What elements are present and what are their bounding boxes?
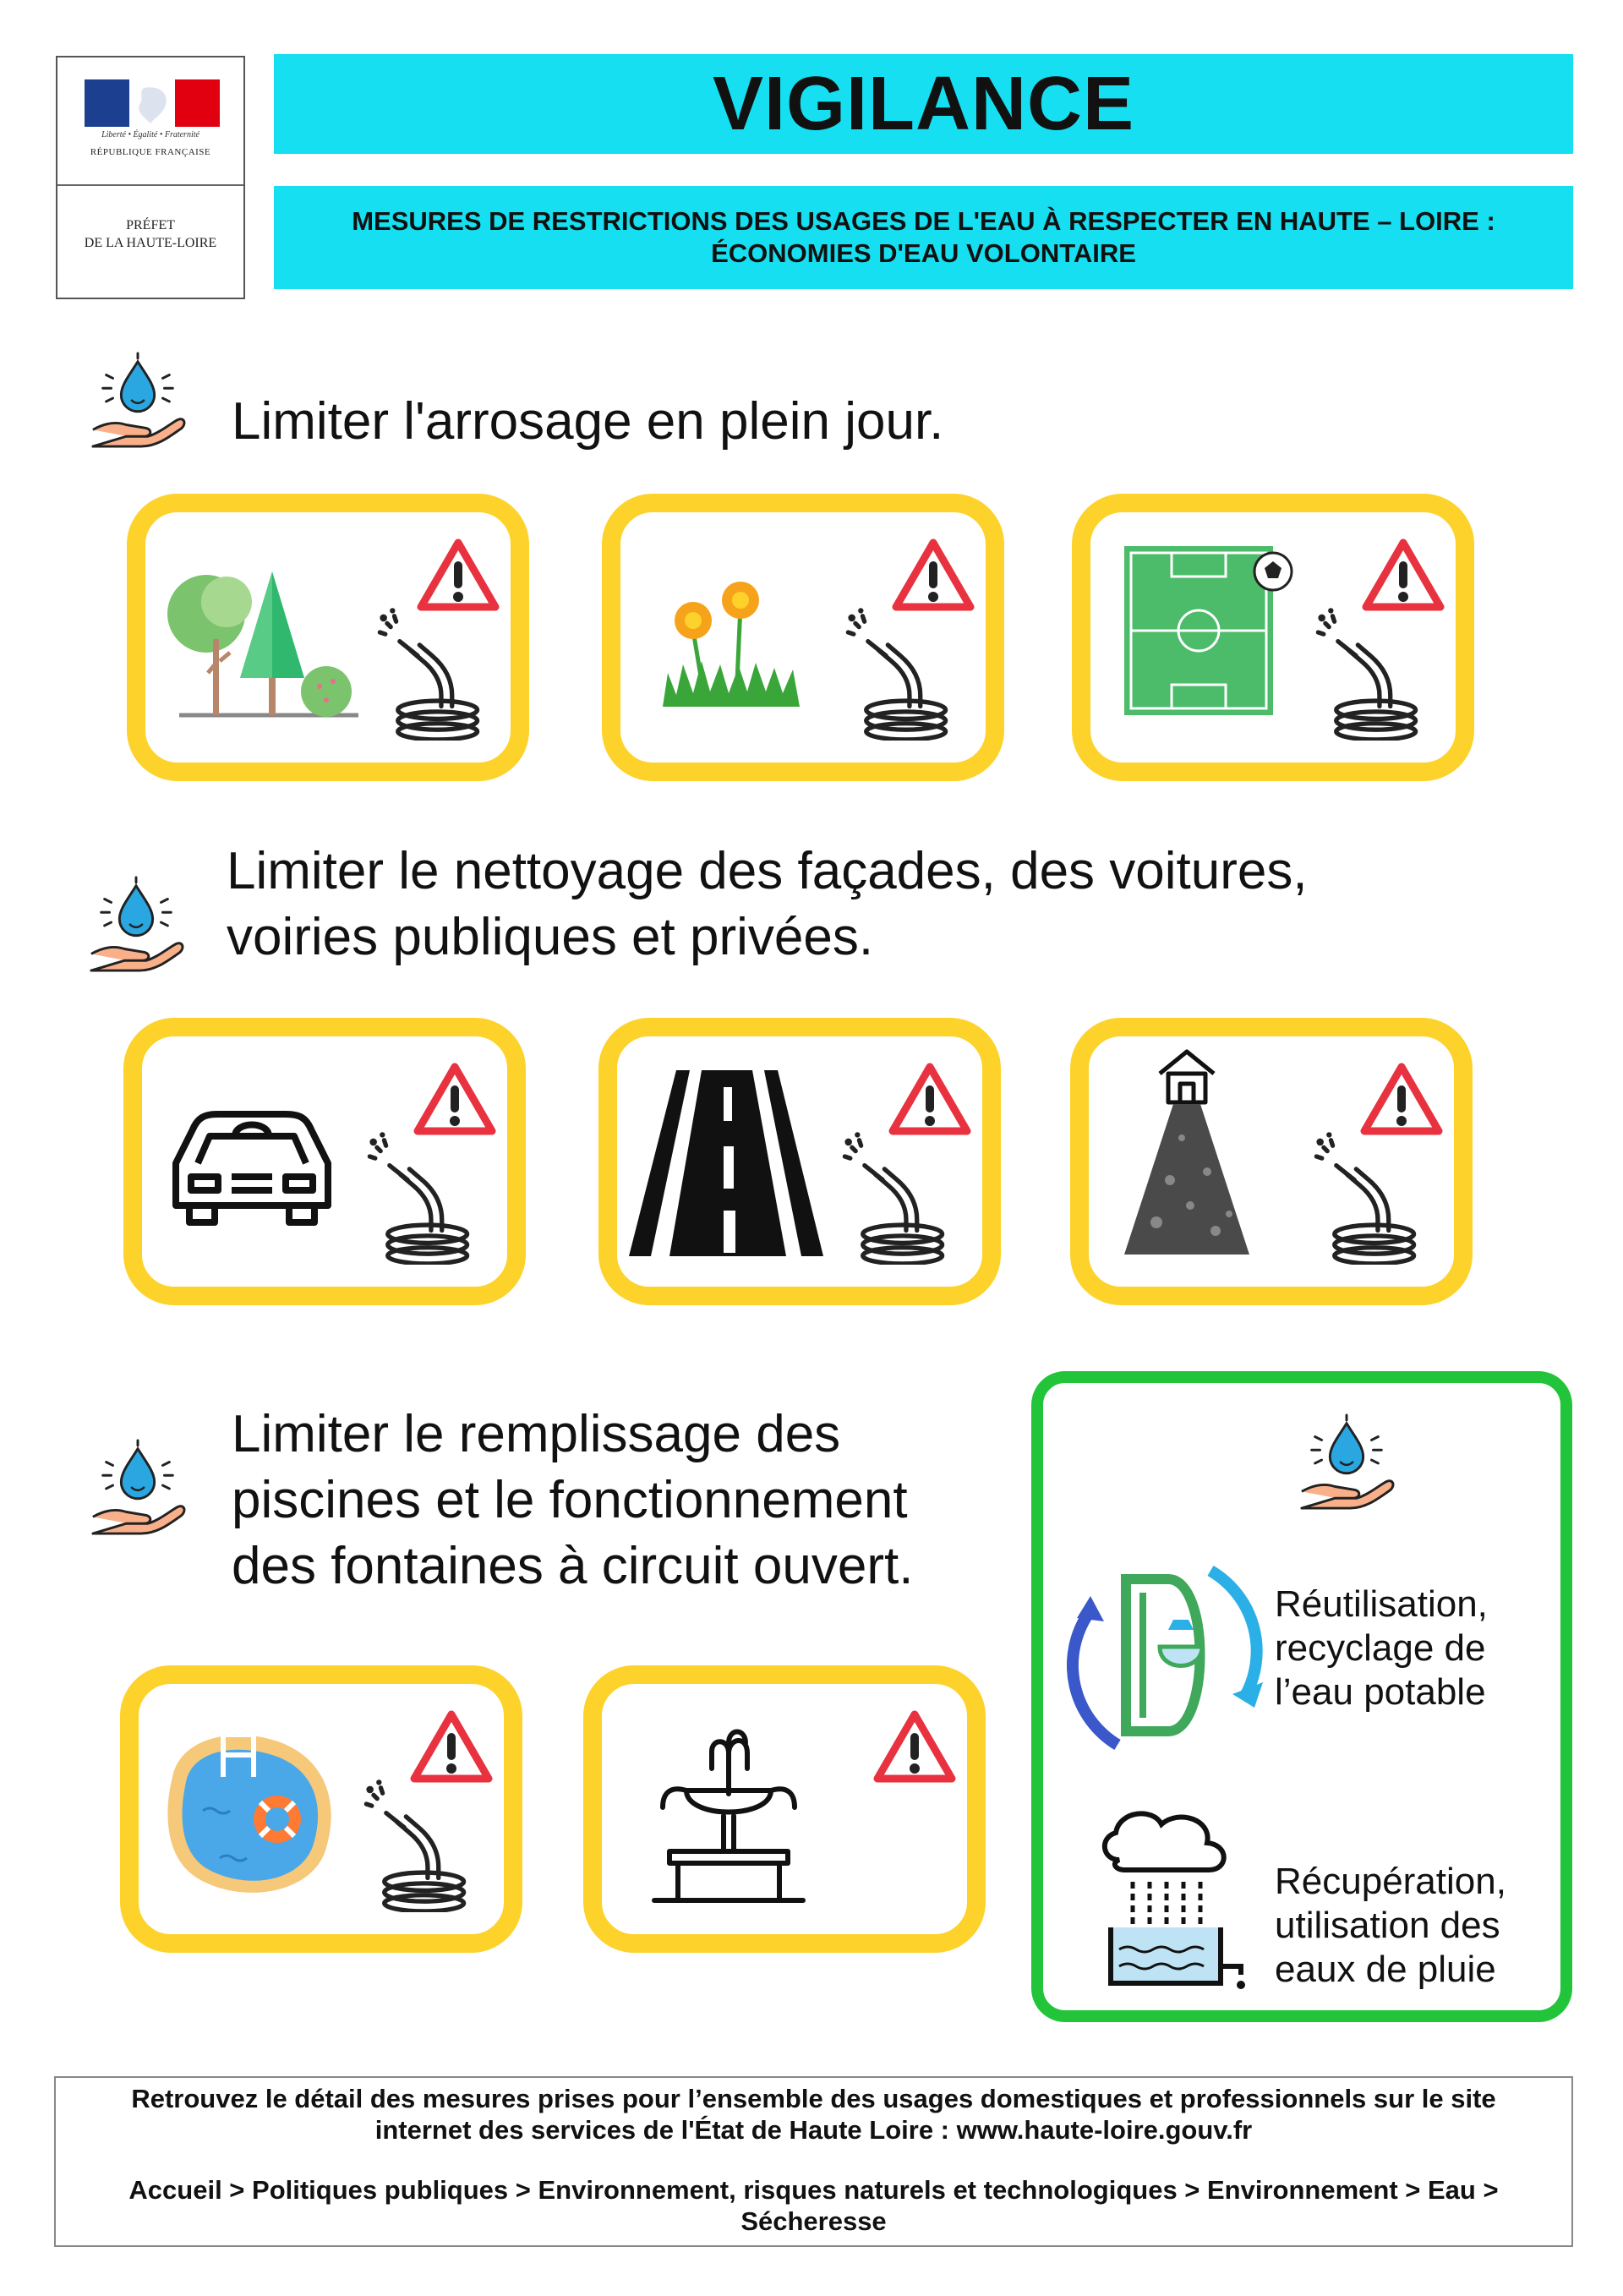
section-3-line-3: des fontaines à circuit ouvert.: [232, 1537, 914, 1595]
footer-info-box: [54, 2076, 1573, 2247]
fountain-card: [583, 1665, 986, 1953]
marianne-flag-icon: [85, 79, 220, 127]
section-3-line-2: piscines et le fonctionnement: [232, 1471, 908, 1529]
tip-2-text: [1275, 1860, 1506, 1992]
trees-watering-icon: [145, 512, 511, 763]
tip-1-line-2: recyclage de: [1275, 1627, 1486, 1669]
hand-drop-icon: [1297, 1412, 1396, 1512]
section-2-line-2: voiries publiques et privées.: [227, 908, 874, 966]
tip-2-line-2: utilisation des: [1275, 1905, 1500, 1946]
prefet-line-2: DE LA HAUTE-LOIRE: [84, 236, 217, 250]
section-3-line-1: Limiter le remplissage des: [232, 1405, 841, 1463]
section-2-line-1: Limiter le nettoyage des façades, des voitures,: [227, 842, 1308, 900]
hand-drop-icon: [86, 874, 186, 974]
republique-francaise-label: RÉPUBLIQUE FRANÇAISE: [90, 147, 211, 157]
subtitle-line-2: ÉCONOMIES D'EAU VOLONTAIRE: [711, 238, 1136, 268]
water-recycling-icon: [1067, 1545, 1266, 1765]
subtitle-banner: [274, 186, 1573, 289]
tip-1-line-1: Réutilisation,: [1275, 1583, 1488, 1625]
page-title: VIGILANCE: [712, 61, 1135, 146]
tip-1-line-3: l’eau potable: [1275, 1671, 1486, 1713]
hand-drop-icon: [88, 350, 188, 450]
private-path-washing-icon: [1089, 1036, 1454, 1287]
trees-watering-card: [127, 494, 529, 781]
hand-drop-icon: [88, 1437, 188, 1537]
prefecture-logo: [56, 56, 245, 299]
private-path-washing-card: [1070, 1018, 1473, 1305]
prefet-label: [57, 216, 243, 252]
section-3-text: [232, 1402, 913, 1599]
title-banner: [274, 54, 1573, 154]
section-1-line-1: Limiter l'arrosage en plein jour.: [232, 392, 944, 451]
water-saving-tips-box: [1031, 1371, 1572, 2022]
road-washing-card: [598, 1018, 1001, 1305]
football-field-watering-card: [1072, 494, 1474, 781]
pool-filling-card: [120, 1665, 522, 1953]
prefet-line-1: PRÉFET: [126, 218, 175, 232]
footer-line-2: internet des services de l'État de Haute Loire : www.haute-loire.gouv.fr: [374, 2115, 1253, 2145]
section-1-text: [232, 389, 943, 455]
football-field-watering-icon: [1090, 512, 1456, 763]
footer-breadcrumb-line-1: Accueil > Politiques publiques > Environnement, risques naturels et technologiques > Environnement > Eau >: [128, 2175, 1499, 2205]
car-washing-icon: [142, 1036, 507, 1287]
pool-filling-icon: [139, 1684, 504, 1934]
road-washing-icon: [617, 1036, 982, 1287]
footer-line-1: Retrouvez le détail des mesures prises pour l’ensemble des usages domestiques et professionnels sur le site: [131, 2084, 1496, 2113]
car-washing-card: [123, 1018, 526, 1305]
subtitle-line-1: MESURES DE RESTRICTIONS DES USAGES DE L'EAU À RESPECTER EN HAUTE – LOIRE :: [352, 206, 1495, 236]
logo-divider: [57, 184, 243, 186]
tip-1-text: [1275, 1583, 1488, 1714]
tip-2-line-3: eaux de pluie: [1275, 1949, 1496, 1990]
fountain-icon: [602, 1684, 967, 1934]
rain-collection-icon: [1085, 1801, 1254, 1995]
republic-motto: Liberté • Égalité • Fraternité: [101, 130, 199, 139]
flowers-watering-card: [602, 494, 1004, 781]
tip-2-line-1: Récupération,: [1275, 1861, 1506, 1902]
footer-breadcrumb-line-2: Sécheresse: [740, 2206, 887, 2236]
section-2-text: [227, 839, 1308, 970]
flowers-watering-icon: [620, 512, 986, 763]
